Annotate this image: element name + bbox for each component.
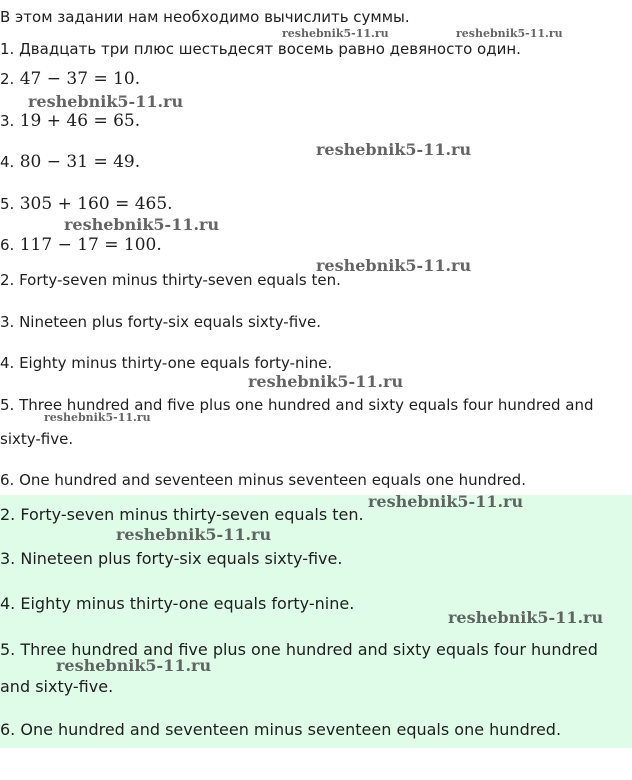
english-line-2: 2. Forty-seven minus thirty-seven equals ten.	[0, 271, 341, 289]
highlighted-line-2: 2. Forty-seven minus thirty-seven equals ten.	[0, 505, 364, 524]
watermark: reshebnik5-11.ru	[368, 492, 524, 511]
watermark: reshebnik5-11.ru	[116, 525, 272, 544]
math-line-number: 5.	[0, 195, 15, 213]
english-line-5: 5. Three hundred and five plus one hundred and sixty equals four hundred and sixty-five.	[0, 396, 594, 448]
watermark: reshebnik5-11.ru	[56, 656, 212, 675]
watermark: reshebnik5-11.ru	[448, 608, 604, 627]
watermark: reshebnik5-11.ru	[248, 372, 404, 391]
answer-line-1: 1. Двадцать три плюс шестьдесят восемь равно девяносто один.	[0, 40, 521, 58]
watermark: reshebnik5-11.ru	[64, 215, 220, 234]
math-expression: 305 + 160 = 465.	[19, 194, 173, 214]
intro-text: В этом задании нам необходимо вычислить суммы.	[0, 8, 410, 26]
watermark: reshebnik5-11.ru	[456, 27, 563, 40]
watermark: reshebnik5-11.ru	[28, 92, 184, 111]
math-line-5	[0, 195, 173, 213]
english-line-3: 3. Nineteen plus forty-six equals sixty-five.	[0, 313, 322, 331]
math-line-4	[0, 153, 140, 171]
watermark: reshebnik5-11.ru	[316, 140, 472, 159]
math-expression: 117 − 17 = 100.	[19, 235, 162, 255]
highlighted-line-6: 6. One hundred and seventeen minus seventeen equals one hundred.	[0, 720, 562, 739]
math-expression: 80 − 31 = 49.	[19, 152, 141, 172]
watermark: reshebnik5-11.ru	[44, 411, 151, 424]
math-line-number: 6.	[0, 236, 15, 254]
highlighted-line-3: 3. Nineteen plus forty-six equals sixty-five.	[0, 549, 343, 568]
math-line-number: 4.	[0, 153, 15, 171]
watermark: reshebnik5-11.ru	[316, 256, 472, 275]
math-line-2	[0, 70, 140, 88]
english-line-4: 4. Eighty minus thirty-one equals forty-nine.	[0, 354, 333, 372]
highlighted-line-4: 4. Eighty minus thirty-one equals forty-nine.	[0, 594, 355, 613]
math-line-3	[0, 112, 140, 130]
math-expression: 19 + 46 = 65.	[19, 111, 141, 131]
math-line-number: 2.	[0, 70, 15, 88]
watermark: reshebnik5-11.ru	[282, 27, 389, 40]
math-expression: 47 − 37 = 10.	[19, 69, 141, 89]
math-line-number: 3.	[0, 112, 15, 130]
highlighted-line-5: 5. Three hundred and five plus one hundred and sixty equals four hundred and sixty-five.	[0, 640, 598, 696]
math-line-6	[0, 236, 162, 254]
english-line-6: 6. One hundred and seventeen minus seventeen equals one hundred.	[0, 471, 526, 489]
